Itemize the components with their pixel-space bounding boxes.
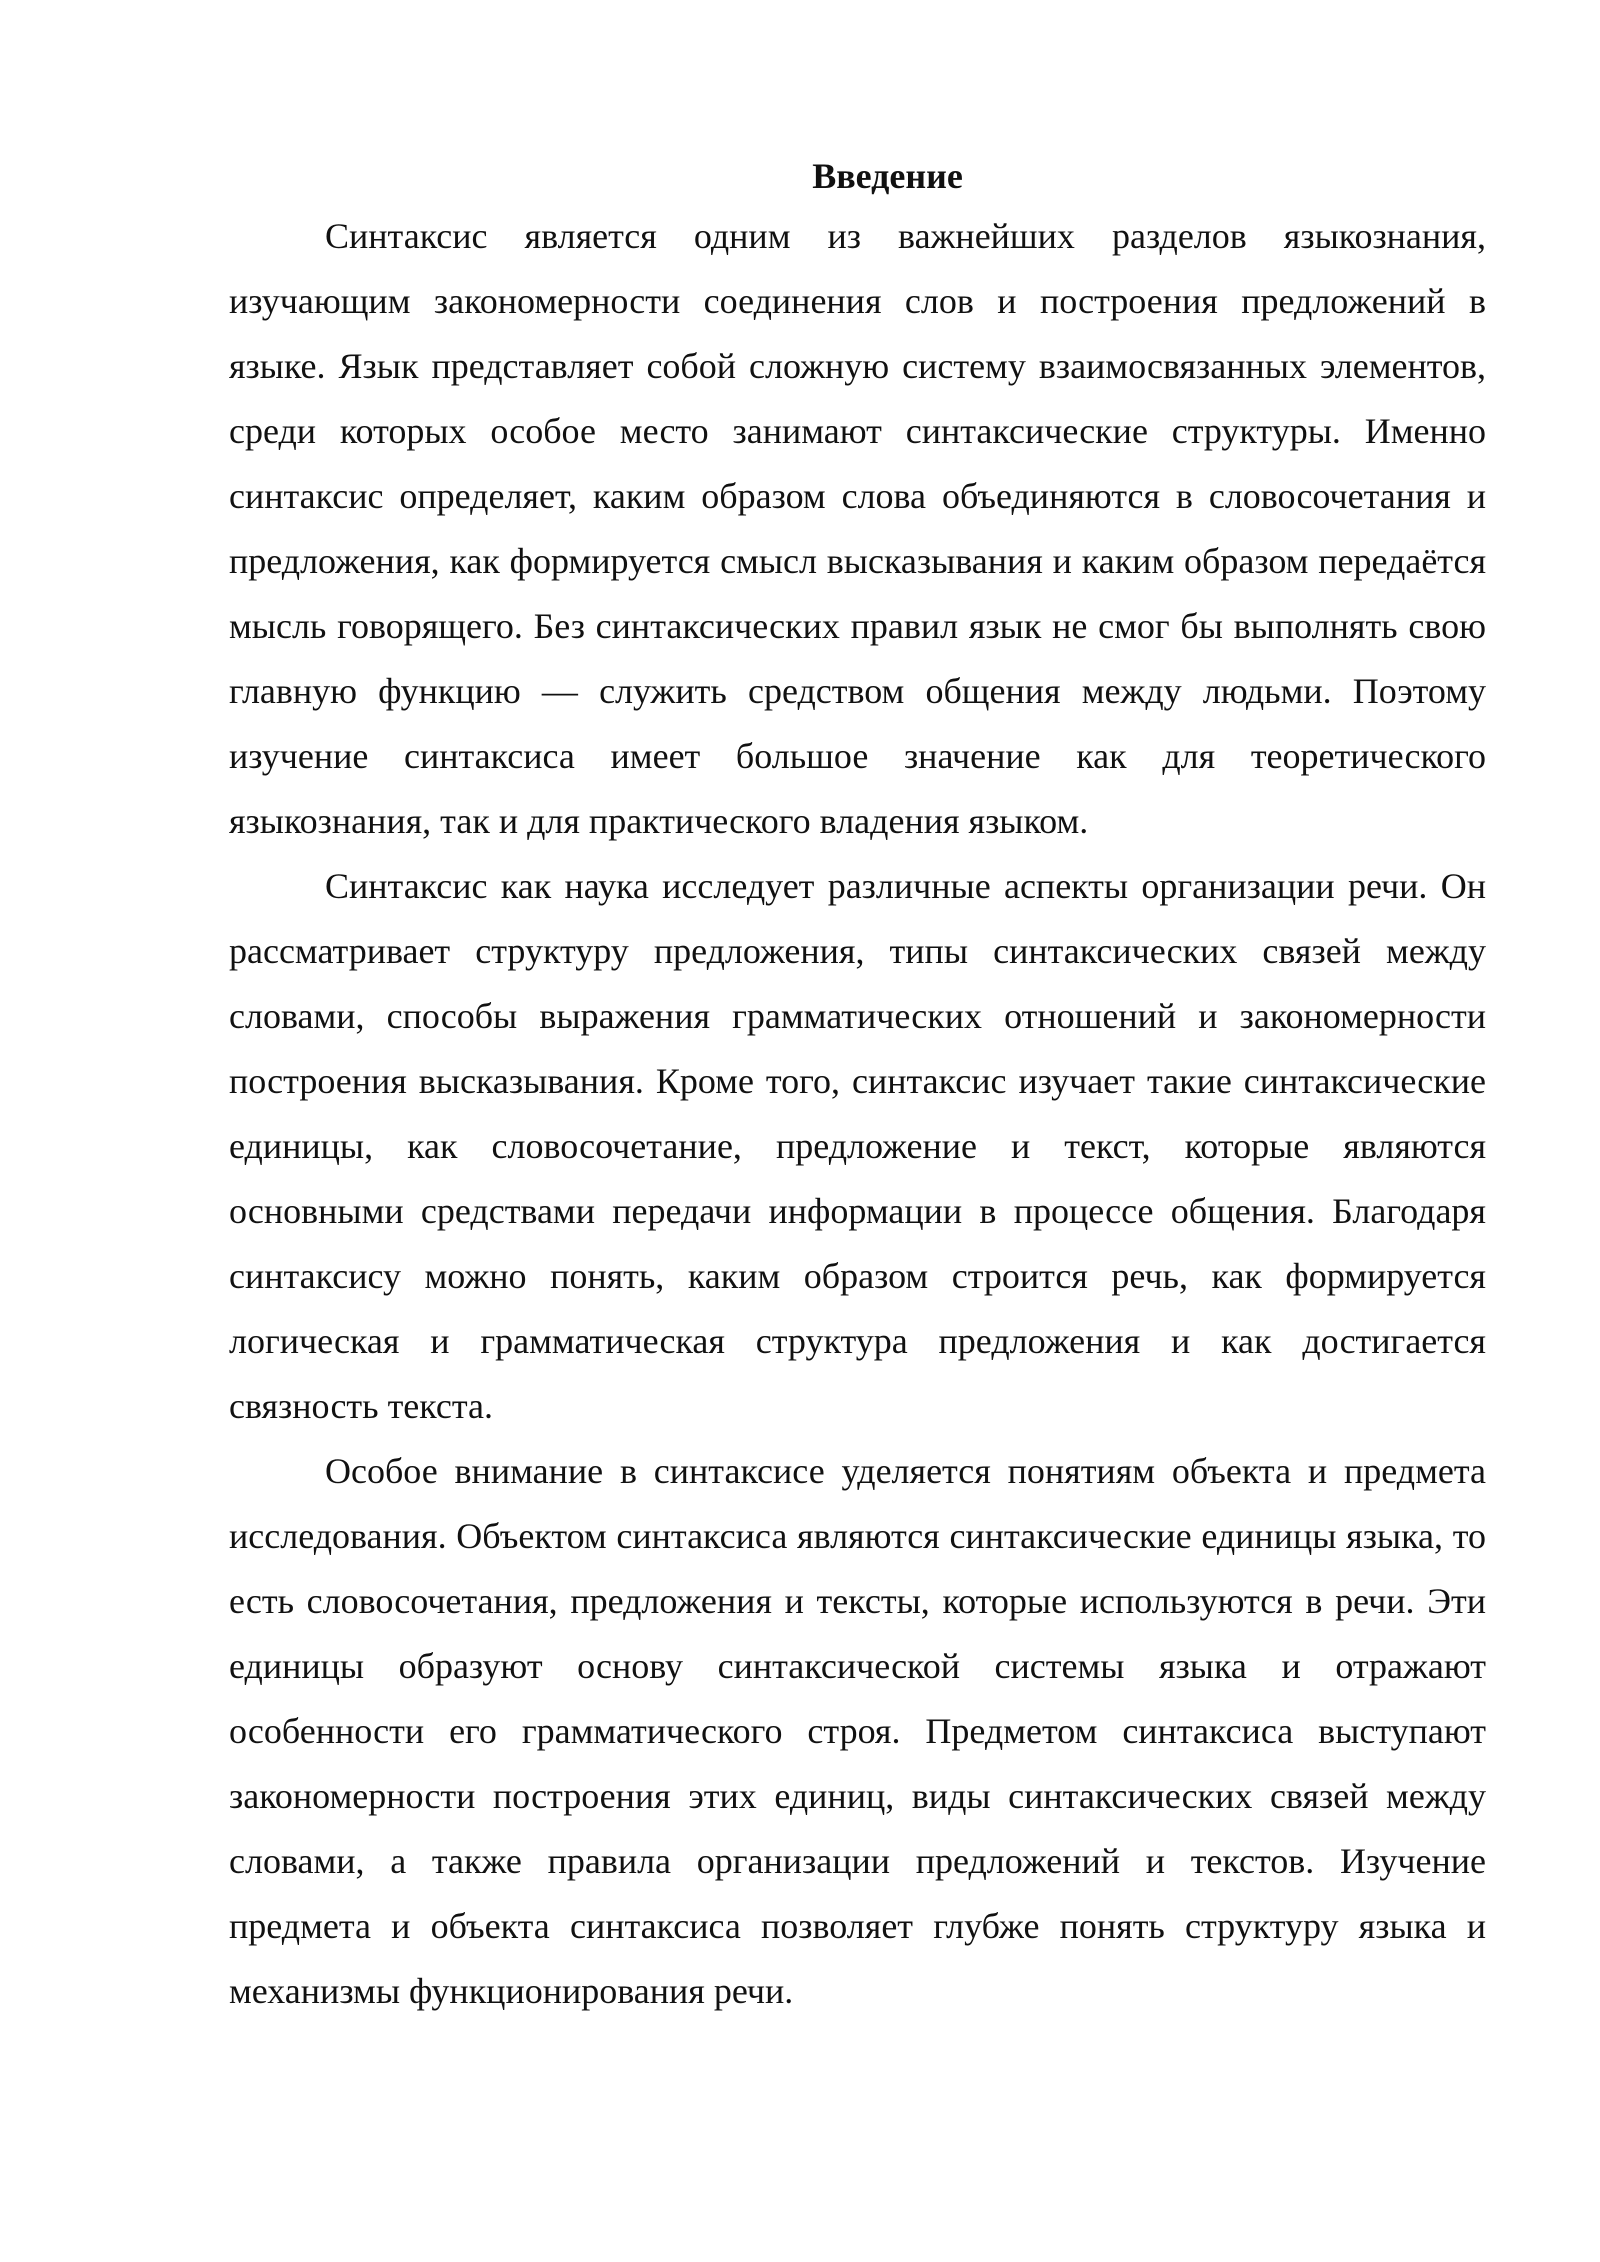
paragraph-1: Синтаксис является одним из важнейших разделов языкознания, изучающим закономерности соединения слов и построения предложений в языке. Язык представляет собой сложную систему взаимосвязанных элементов, среди которых особое место занимают синтаксические структуры. Именно синтаксис определяет, каким образом слова объединяются в словосочетания и предложения, как формируется смысл высказывания и каким образом передаётся мысль говорящего. Без синтаксических правил язык не смог бы выполнять свою главную функцию — служить средством общения между людьми. Поэтому изучение синтаксиса имеет большое значение как для теоретического языкознания, так и для практического владения языком. [229,216,1486,841]
document-body [229,148,1486,2024]
paragraph-2: Синтаксис как наука исследует различные аспекты организации речи. Он рассматривает структуру предложения, типы синтаксических связей между словами, способы выражения грамматических отношений и закономерности построения высказывания. Кроме того, синтаксис изучает такие синтаксические единицы, как словосочетание, предложение и текст, которые являются основными средствами передачи информации в процессе общения. Благодаря синтаксису можно понять, каким образом строится речь, как формируется логическая и грамматическая структура предложения и как достигается связность текста. [229,866,1486,1426]
page-title: Введение [812,156,963,196]
paragraph-3: Особое внимание в синтаксисе уделяется понятиям объекта и предмета исследования. Объектом синтаксиса являются синтаксические единицы языка, то есть словосочетания, предложения и тексты, которые используются в речи. Эти единицы образуют основу синтаксической системы языка и отражают особенности его грамматического строя. Предметом синтаксиса выступают закономерности построения этих единиц, виды синтаксических связей между словами, а также правила организации предложений и текстов. Изучение предмета и объекта синтаксиса позволяет глубже понять структуру языка и механизмы функционирования речи. [229,1451,1486,2011]
